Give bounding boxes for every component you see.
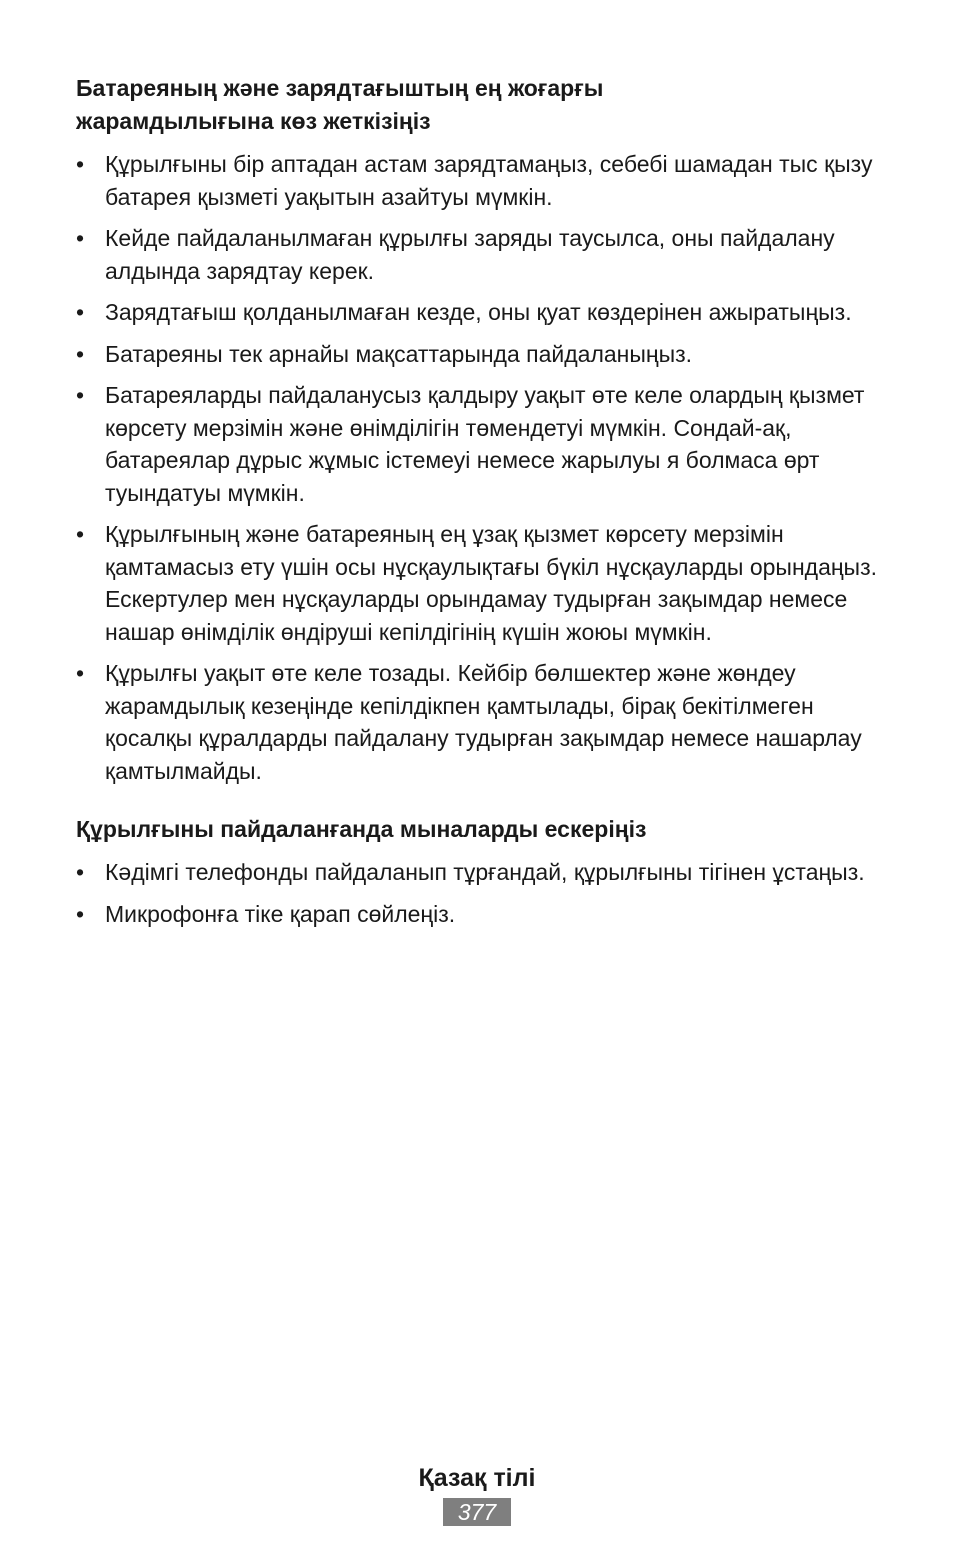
list-item	[76, 296, 886, 329]
bullet-icon: •	[76, 225, 85, 251]
footer-language: Қазақ тілі	[418, 1464, 536, 1492]
list-item-text: Құрылғыны бір аптадан астам зарядтамаңыз, себебі шамадан тыс қызу батарея қызметі уақытын азайтуы мүмкін.	[105, 151, 873, 210]
list-item	[76, 856, 886, 889]
bullet-icon: •	[76, 340, 85, 367]
bullet-icon: •	[76, 299, 85, 325]
list-item-text: Құрылғы уақыт өте келе тозады. Кейбір бөлшектер және жөндеу жарамдылық кезеңінде кепілдікпен қамтылады, бірақ бекітілмеген қосалқы құралдарды пайдалану тудырған зақымдар немесе нашарлау қамтылмайды.	[105, 660, 862, 784]
list-item-text: Микрофонға тіке қарап сөйлеңіз.	[105, 900, 456, 927]
list-item-text: Кәдімгі телефонды пайдаланып тұрғандай, құрылғыны тігінен ұстаңыз.	[105, 859, 865, 885]
section-title-line-1: Батареяның және зарядтағыштың ең жоғарғы	[76, 75, 604, 101]
bullet-icon: •	[76, 151, 85, 177]
bullet-icon: •	[76, 900, 85, 927]
list-item	[76, 898, 886, 931]
list-item-text: Батареяны тек арнайы мақсаттарында пайдаланыңыз.	[105, 340, 693, 367]
usage-tips-list	[76, 856, 886, 930]
bullet-icon: •	[76, 521, 85, 547]
section-title-battery	[76, 72, 886, 138]
section-title-line-2: жарамдылығына көз жеткізіңіз	[76, 108, 431, 134]
list-item	[76, 657, 886, 787]
battery-tips-list	[76, 148, 886, 787]
page-footer	[0, 1462, 954, 1526]
bullet-icon: •	[76, 660, 85, 686]
list-item-text: Зарядтағыш қолданылмаған кезде, оны қуат көздерінен ажыратыңыз.	[105, 299, 852, 325]
section-title-usage: Құрылғыны пайдаланғанда мыналарды ескеріңіз	[76, 816, 647, 842]
list-item	[76, 222, 886, 287]
list-item	[76, 379, 886, 509]
page-number-badge: 377	[443, 1498, 511, 1526]
list-item-text: Кейде пайдаланылмаған құрылғы заряды таусылса, оны пайдалану алдында зарядтау керек.	[105, 225, 835, 284]
list-item	[76, 518, 886, 648]
list-item	[76, 338, 886, 371]
page-content	[76, 72, 886, 939]
list-item-text: Батареяларды пайдаланусыз қалдыру уақыт өте келе олардың қызмет көрсету мерзімін және өнімділігін төмендетуі мүмкін. Сондай-ақ, батареялар дұрыс жұмыс істемеуі немесе жарылуы я болмаса өрт туындатуы мүмкін.	[105, 382, 865, 506]
bullet-icon: •	[76, 859, 85, 885]
list-item	[76, 148, 886, 213]
list-item-text: Құрылғының және батареяның ең ұзақ қызмет көрсету мерзімін қамтамасыз ету үшін осы нұсқаулықтағы бүкіл нұсқауларды орындаңыз. Ескертулер мен нұсқауларды орындамау тудырған зақымдар немесе нашар өнімділік өндіруші кепілдігінің күшін жоюы мүмкін.	[105, 521, 878, 645]
bullet-icon: •	[76, 382, 85, 408]
